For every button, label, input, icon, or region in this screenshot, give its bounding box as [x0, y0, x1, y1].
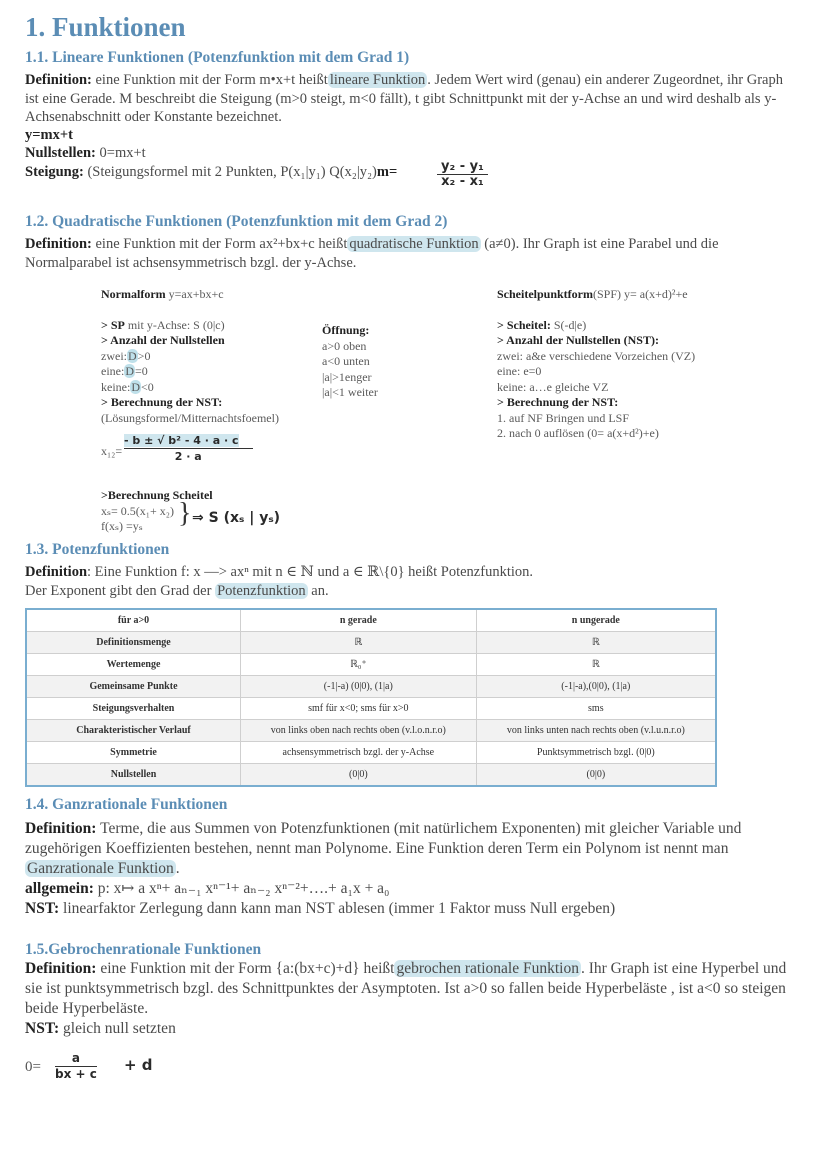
- x12-label: x₁₂=: [101, 444, 123, 458]
- oeffnung-block: Öffnung: a>0 oben a<0 unten |a|>1enger |a|<1 weiter: [322, 323, 378, 399]
- table-row: Wertemenge ℝ₀⁺ ℝ: [26, 654, 716, 676]
- table-row: Gemeinsame Punkte (-1|-a) (0|0), (1|a) (-1|-a),(0|0), (1|a): [26, 676, 716, 698]
- linear-definition: Definition: eine Funktion mit der Form m•x+t heißt lineare Funktion . Jedem Wert wird (genau) ein anderer Zugeordnet, ihr Graph ist eine Gerade. M beschreibt die Steigung (m>0 steigt, m<0 fällt), t gibt Schnittpunkt mit der y-Achse an und wird deshalb als y-Achsenabschnitt oder Konstante bezeichnet.: [25, 72, 783, 125]
- section-title-quadratic: 1.2. Quadratische Funktionen (Potenzfunktion mit dem Grad 2): [25, 213, 448, 230]
- slope-fraction: y₂ - y₁ x₂ - x₁: [437, 160, 488, 189]
- table-row: Symmetrie achsensymmetrisch bzgl. der y-Achse Punktsymmetrisch bzgl. (0|0): [26, 742, 716, 764]
- quadratic-formula: - b ± √ b² - 4 · a · c 2 · a: [124, 433, 253, 464]
- table-header-row: für a>0 n gerade n ungerade: [26, 609, 716, 632]
- def-label: Definition:: [25, 72, 92, 88]
- table-row: Charakteristischer Verlauf von links oben nach rechts oben (v.l.o.n.r.o) von links unten nach rechts oben (v.l.u.n.r.o): [26, 720, 716, 742]
- normalform-block: Normalform y=ax+bx+c > SP mit y-Achse: S (0|c) > Anzahl der Nullstellen zwei:D>0 eine:D=0 keine:D<0 > Berechnung der NST: (Lösungsformel/Mitternachtsfoemel): [101, 287, 279, 425]
- brace: }: [178, 498, 192, 529]
- section-title-linear: 1.1. Lineare Funktionen (Potenzfunktion mit dem Grad 1): [25, 49, 410, 66]
- linear-formula: y=mx+t: [25, 127, 73, 143]
- quadratic-definition: Definition: eine Funktion mit der Form ax²+bx+c heißt quadratische Funktion (a≠0). Ihr Graph ist eine Parabel und die Normalparabel ist achsensymmetrisch bzgl. der y-Achse.: [25, 236, 719, 271]
- nst-equation-rhs: + d: [124, 1056, 153, 1074]
- scheitel-point: ⇒ S (xₛ | yₛ): [192, 510, 281, 526]
- nst-equation-fraction: a bx + c: [55, 1051, 97, 1081]
- section-title-gebrochen: 1.5.Gebrochenrationale Funktionen: [25, 941, 262, 958]
- nst-equation-lhs: 0=: [25, 1059, 41, 1075]
- potenz-definition: Definition: Eine Funktion f: x —> axⁿ mit n ∈ ℕ und a ∈ ℝ\{0} heißt Potenzfunktion. Der Exponent gibt den Grad der Potenzfunktion an.: [25, 564, 533, 599]
- highlight: Ganzrationale Funktion: [27, 860, 174, 877]
- gebrochen-definition: Definition: eine Funktion mit der Form {a:(bx+c)+d} heißt gebrochen rationale Funktion . Ihr Graph ist eine Hyperbel und sie ist punktsymmetrisch bzgl. des Schnittpunktes der Asymptoten. Ist a>0 so fallen beide Hyperbeläste , ist a<0 so steigen beide Hyperbeläste. NST: gleich null setzten: [25, 960, 787, 1037]
- highlight: quadratische Funktion: [349, 236, 479, 252]
- highlight: Potenzfunktion: [217, 582, 306, 599]
- ganzrational-definition: Definition: Terme, die aus Summen von Potenzfunktionen (mit natürlichem Exponenten) mit gleicher Variable und zugehörigen Koeffizienten bestehen, nennt man Polynome. Eine Funktion deren Term ein Polynom ist nennt man Ganzrationale Funktion . allgemein: p: x↦ a xⁿ+ aₙ₋₁ xⁿ⁻¹+ aₙ₋₂ xⁿ⁻²+….+ a₁x + a₀ NST: linearfaktor Zerlegung dann kann man NST ablesen (immer 1 Faktor muss Null ergeben): [25, 820, 742, 917]
- table-row: Steigungsverhalten smf für x<0; sms für x>0 sms: [26, 698, 716, 720]
- highlight: gebrochen rationale Funktion: [396, 960, 579, 977]
- scheitelpunktform-block: Scheitelpunktform(SPF) y= a(x+d)²+e > Scheitel: S(-d|e) > Anzahl der Nullstellen (NST): zwei: a&e verschiedene Vorzeichen (VZ) eine: e=0 keine: a…e gleiche VZ > Berechnung der NST: 1. auf NF Bringen und LSF 2. nach 0 auflösen (0= a(x+d²)+e): [497, 287, 696, 440]
- potenz-table: [25, 608, 717, 787]
- page-title: 1. Funktionen: [25, 12, 186, 42]
- linear-nullstellen: Nullstellen: 0=mx+t: [25, 145, 146, 161]
- linear-steigung: Steigung: (Steigungsformel mit 2 Punkten, P(x₁|y₁) Q(x₂|y₂)m=: [25, 164, 398, 180]
- table-row: Definitionsmenge ℝ ℝ: [26, 632, 716, 654]
- scheitel-block: >Berechnung Scheitel xₛ= 0.5(x₁+ x₂) f(xₛ) =yₛ: [101, 488, 213, 533]
- section-title-ganzrational: 1.4. Ganzrationale Funktionen: [25, 796, 228, 813]
- section-title-potenz: 1.3. Potenzfunktionen: [25, 541, 170, 558]
- highlight: lineare Funktion: [329, 72, 426, 88]
- table-row: Nullstellen (0|0) (0|0): [26, 764, 716, 787]
